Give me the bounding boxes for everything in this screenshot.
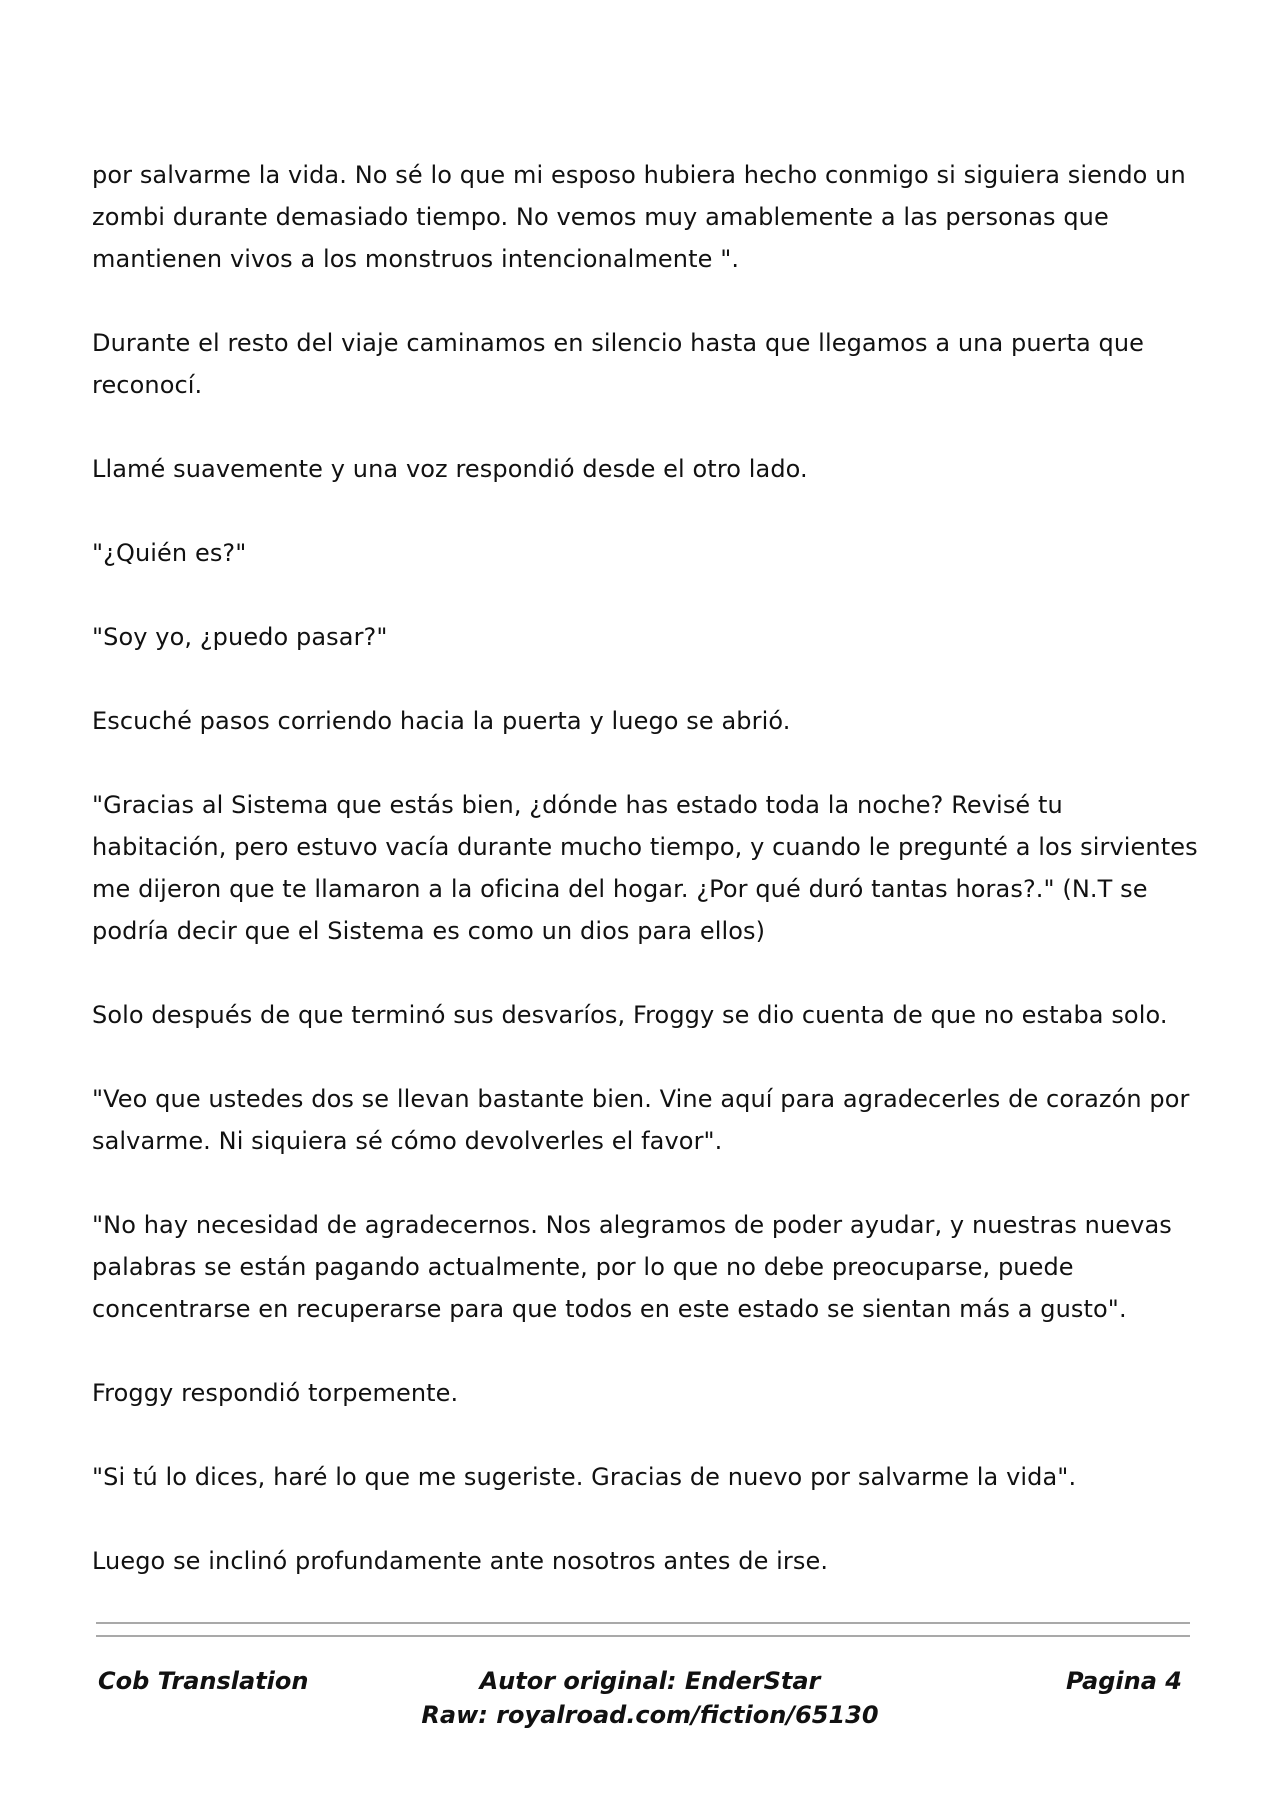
paragraph-12: "Si tú lo dices, haré lo que me sugeriste. Gracias de nuevo por salvarme la vida". (92, 1463, 1077, 1491)
paragraph-10: "No hay necesidad de agradecernos. Nos alegramos de poder ayudar, y nuestras nuevas palabras se están pagando actualmente, por lo que no debe preocuparse, puede concentrarse en recuperarse para que todos en este estado se sientan más a gusto". (92, 1211, 1172, 1323)
footer-page-number: Pagina 4 (1066, 1667, 1182, 1695)
paragraph-8: Solo después de que terminó sus desvaríos, Froggy se dio cuenta de que no estaba solo. (92, 1001, 1168, 1029)
footer-credits (350, 1664, 950, 1732)
footer-divider-bottom (96, 1635, 1190, 1637)
body-text (92, 154, 1202, 1624)
paragraph-7: "Gracias al Sistema que estás bien, ¿dónde has estado toda la noche? Revisé tu habitación, pero estuvo vacía durante mucho tiempo, y cuando le pregunté a los sirvientes me dijeron que te llamaron a la oficina del hogar. ¿Por qué duró tantas horas?." (N.T se podría decir que el Sistema es como un dios para ellos) (92, 791, 1198, 945)
paragraph-3: Llamé suavemente y una voz respondió desde el otro lado. (92, 455, 808, 483)
paragraph-4: "¿Quién es?" (92, 539, 247, 567)
paragraph-11: Froggy respondió torpemente. (92, 1379, 459, 1407)
paragraph-6: Escuché pasos corriendo hacia la puerta y luego se abrió. (92, 707, 791, 735)
paragraph-9: "Veo que ustedes dos se llevan bastante bien. Vine aquí para agradecerles de corazón por salvarme. Ni siquiera sé cómo devolverles el favor". (92, 1085, 1190, 1155)
footer-divider-top (96, 1622, 1190, 1624)
paragraph-13: Luego se inclinó profundamente ante nosotros antes de irse. (92, 1547, 829, 1575)
paragraph-5: "Soy yo, ¿puedo pasar?" (92, 623, 388, 651)
paragraph-2: Durante el resto del viaje caminamos en silencio hasta que llegamos a una puerta que reconocí. (92, 329, 1145, 399)
footer-raw-link: Raw: royalroad.com/fiction/65130 (421, 1701, 879, 1729)
paragraph-1: por salvarme la vida. No sé lo que mi esposo hubiera hecho conmigo si siguiera siendo un zombi durante demasiado tiempo. No vemos muy amablemente a las personas que mantienen vivos a los monstruos intencionalmente ". (92, 161, 1186, 273)
footer-translator: Cob Translation (98, 1667, 309, 1695)
footer-author: Autor original: EnderStar (479, 1667, 821, 1695)
